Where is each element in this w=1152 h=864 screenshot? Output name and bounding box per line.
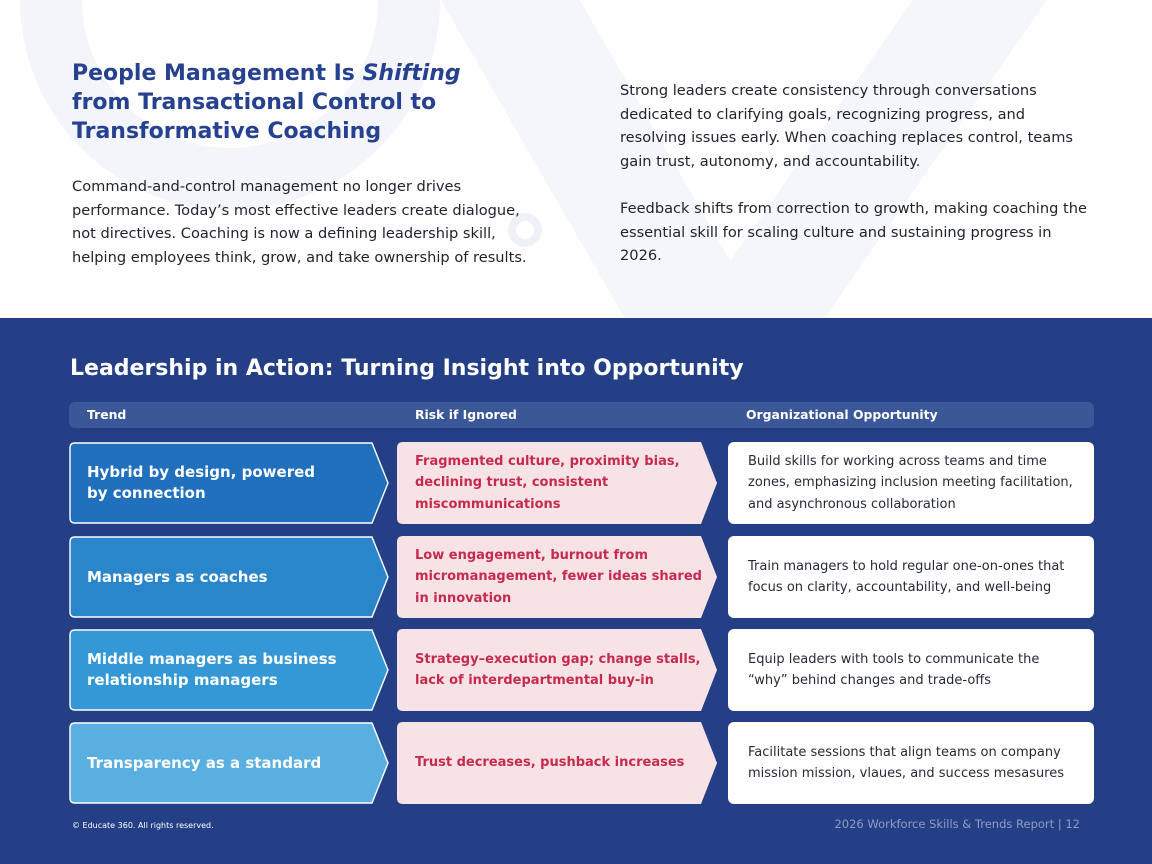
right-column-copy (620, 79, 1090, 268)
intro-section (0, 0, 1152, 318)
opportunity-cell (728, 629, 1094, 711)
risk-label: Trust decreases, pushback increases (415, 755, 685, 771)
copyright-notice: © Educate 360. All rights reserved. (72, 821, 214, 830)
report-page-label: 2026 Workforce Skills & Trends Report | 12 (834, 817, 1080, 831)
risk-cell (397, 442, 717, 524)
risk-cell (397, 536, 717, 618)
trend-cell (69, 722, 389, 804)
leadership-section (0, 318, 1152, 864)
column-header-risk: Risk if Ignored (415, 407, 517, 422)
trend-label: Hybrid by design, powered by connection (87, 463, 316, 502)
opportunity-cell (728, 536, 1094, 618)
trend-label: Transparency as a standard (87, 753, 322, 772)
table-row (0, 722, 1152, 804)
trend-cell (69, 629, 389, 711)
table-row (0, 442, 1152, 524)
opportunity-label: Build skills for working across teams and time zones, emphasizing inclusion meeting facilitation, and asynchronous collaboration (748, 453, 1073, 512)
headline-emphasis: Shifting (362, 61, 461, 86)
right-paragraph-2: Feedback shifts from correction to growth, making coaching the essential skill for scaling culture and sustaining progress in 2026. (620, 200, 1087, 264)
trend-label: Managers as coaches (87, 567, 268, 586)
section-title: Leadership in Action: Turning Insight into Opportunity (70, 356, 744, 381)
opportunity-label: Facilitate sessions that align teams on company mission mission, vlaues, and success mesasures (748, 744, 1065, 781)
headline-part-1: People Management Is (72, 61, 363, 86)
opportunity-label: Train managers to hold regular one-on-ones that focus on clarity, accountability, and well-being (748, 558, 1065, 595)
trend-cell (69, 442, 389, 524)
risk-label: Low engagement, burnout from micromanagement, fewer ideas shared in innovation (415, 547, 702, 606)
column-header-trend: Trend (87, 407, 127, 422)
table-header (69, 402, 1094, 428)
headline-part-2: from Transactional Control to Transformative Coaching (72, 90, 437, 144)
page-headline (72, 59, 512, 146)
risk-cell (397, 722, 717, 804)
risk-label: Fragmented culture, proximity bias, declining trust, consistent miscommunications (415, 453, 680, 512)
table-row (0, 629, 1152, 711)
trend-cell (69, 536, 389, 618)
risk-label: Strategy–execution gap; change stalls, lack of interdepartmental buy-in (415, 651, 701, 688)
opportunity-cell (728, 442, 1094, 524)
right-paragraph-1: Strong leaders create consistency through conversations dedicated to clarifying goals, recognizing progress, and resolving issues early. When coaching replaces control, teams gain trust, autonomy, and accountability. (620, 82, 1074, 170)
opportunity-label: Equip leaders with tools to communicate the “why” behind changes and trade-offs (748, 651, 1040, 688)
opportunity-cell (728, 722, 1094, 804)
risk-cell (397, 629, 717, 711)
column-header-opportunity: Organizational Opportunity (746, 407, 938, 422)
table-row (0, 536, 1152, 618)
trend-label: Middle managers as business relationship managers (87, 650, 337, 689)
intro-paragraph: Command-and-control management no longer drives performance. Today’s most effective leaders create dialogue, not directives. Coaching is now a defining leadership skill, helping employees think, grow, and take ownership of results. (72, 178, 527, 266)
